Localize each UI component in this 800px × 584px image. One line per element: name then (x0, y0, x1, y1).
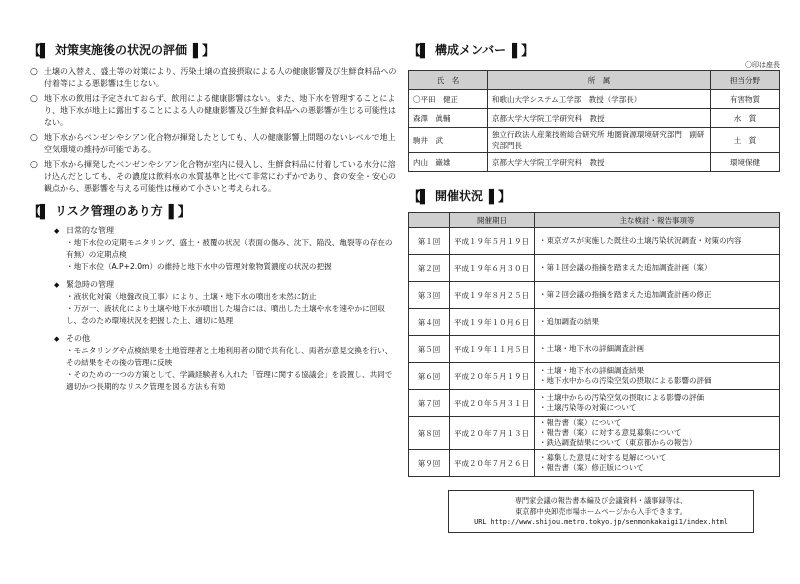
meeting-topic: ・土壌中からの汚染空気の摂取による影響の評価 (539, 393, 704, 402)
member-field: 土 質 (711, 128, 780, 153)
risk-block (54, 225, 398, 273)
heading-bracket-left (28, 201, 49, 220)
member-affiliation: 和歌山大学システム工学部 教授（学部長） (488, 90, 711, 109)
risk-title-text: その他 (66, 334, 90, 343)
schedule-row (409, 228, 780, 255)
meeting-date: 平成１９年６月３０日 (450, 255, 535, 282)
meeting-topics (535, 417, 780, 450)
right-column (408, 40, 780, 477)
evaluation-text: 地下水からベンゼンやシアン化合物が揮発したとしても、人の健康影響上問題のないレベルで地上空気環境の維持が可能である。 (44, 133, 396, 154)
meeting-topics (535, 255, 780, 282)
meeting-topics (535, 228, 780, 255)
meeting-date: 平成１９年５月１９日 (450, 228, 535, 255)
risk-title-text: 緊急時の管理 (66, 280, 114, 289)
url-label: URL (474, 518, 487, 526)
risk-title-text: 日常的な管理 (66, 226, 114, 235)
meeting-topic: ・報告書（案）修正版について (539, 463, 644, 472)
members-body (409, 90, 780, 172)
evaluation-item (28, 159, 398, 195)
meeting-number: 第３回 (409, 282, 450, 309)
diamond-bullet-icon: ◆ (54, 335, 60, 343)
member-row (409, 128, 780, 153)
evaluation-text: 地下水の飲用は予定されておらず、飲用による健康影響はない。また、地下水を管理することにより、地下水が地上に露出することによる人の健康影響及び生鮮食料品への悪影響が生じる可能性はない。 (44, 94, 396, 127)
member-field: 水 質 (711, 109, 780, 128)
schedule-table (408, 212, 780, 477)
meeting-topic: ・追加調査の結果 (539, 317, 599, 326)
heading-bracket-right (489, 186, 510, 205)
schedule-row (409, 336, 780, 363)
meeting-number: 第８回 (409, 417, 450, 450)
meeting-topic: ・土壌・地下水の詳細調査計画 (539, 344, 644, 353)
schedule-row (409, 417, 780, 450)
url-link[interactable]: http://www.shijou.metro.tokyo.jp/senmonkakaigi1/index.html (490, 518, 728, 526)
evaluation-text: 地下水から揮発したベンゼンやシアン化合物が室内に侵入し、生鮮食料品に付着している水分に溶け込んだとしても、その濃度は飲料水の水質基準と比べて非常にわずかであり、食の安全・安心の観点から、悪影響を与える可能性は極めて小さいと考えられる。 (44, 160, 396, 193)
meeting-topic: ・地下水中からの汚染空気の摂取による影響の評価 (539, 376, 712, 385)
schedule-column-header (409, 213, 450, 228)
member-field: 有害物質 (711, 90, 780, 109)
meeting-number: 第４回 (409, 309, 450, 336)
risk-item: ・地下水位（A.P+2.0m）の維持と地下水中の管理対象物質濃度の状況の把握 (66, 262, 332, 271)
schedule-body (409, 228, 780, 477)
member-row (409, 153, 780, 172)
meeting-number: 第９回 (409, 450, 450, 477)
meeting-topic: ・報告書（案）について (539, 418, 622, 427)
meeting-topic: ・第２回会議の指摘を踏まえた追加調査計画の修正 (539, 290, 712, 299)
risk-block-title (54, 333, 398, 345)
meeting-number: 第７回 (409, 390, 450, 417)
meeting-date: 平成２０年５月１９日 (450, 363, 535, 390)
member-name: 内山 巌雄 (409, 153, 488, 172)
meeting-date: 平成１９年８月２５日 (450, 282, 535, 309)
member-affiliation: 京都大学大学院工学研究科 教授 (488, 109, 711, 128)
meeting-number: 第６回 (409, 363, 450, 390)
url-line (455, 517, 747, 528)
url-notice-line1: 専門家会議の報告書本編及び会議資料・議事録等は、 (514, 496, 688, 505)
heading-bracket-left (408, 40, 429, 59)
schedule-row (409, 255, 780, 282)
meeting-topic: ・東京ガスが実施した既往の土壌汚染状況調査・対策の内容 (539, 236, 742, 245)
risk-item: ・万が一、液状化により土壌や地下水が噴出した場合には、噴出した土壌や水を速やかに回収し、念のため環境状況を把握した上、適切に処理 (66, 304, 385, 325)
risk-block-title (54, 225, 398, 237)
member-affiliation: 独立行政法人産業技術総合研究所 地圏資源環境研究部門 副研究部門長 (488, 128, 711, 153)
schedule-column-header: 開催期日 (450, 213, 535, 228)
schedule-row (409, 363, 780, 390)
meeting-topics (535, 309, 780, 336)
risk-block-title (54, 279, 398, 291)
diamond-bullet-icon: ◆ (54, 227, 60, 235)
schedule-heading: 【▌ 開催状況 ▌】 (408, 186, 780, 204)
evaluation-item (28, 132, 398, 156)
risk-item: ・そのための一つの方策として、学識経験者も入れた「管理に関する協議会」を設置し、共同で適切かつ長期的なリスク管理を図る方法も有効 (66, 370, 393, 391)
evaluation-item (28, 66, 398, 90)
circle-bullet-icon: ○ (30, 94, 38, 104)
meeting-number: 第１回 (409, 228, 450, 255)
member-name: 駒井 武 (409, 128, 488, 153)
schedule-row (409, 282, 780, 309)
risk-item: ・液状化対策（地盤改良工事）により、土壌・地下水の噴出を未然に防止 (66, 292, 317, 301)
member-affiliation: 京都大学大学院工学研究科 教授 (488, 153, 711, 172)
member-field: 環境保健 (711, 153, 780, 172)
heading-bracket-left (408, 186, 429, 205)
risk-item: ・地下水位の定期モニタリング、盛土・被覆の状況（表面の傷み、沈下、陥没、亀裂等の存在の有無）の定期点検 (66, 238, 393, 259)
heading-bracket-right (193, 40, 214, 59)
members-heading: 【▌ 構成メンバー ▌】 (408, 40, 780, 58)
schedule-row (409, 390, 780, 417)
diamond-bullet-icon: ◆ (54, 281, 60, 289)
evaluation-item (28, 93, 398, 129)
heading-bracket-left (28, 40, 49, 59)
risk-item: ・モニタリングや点検結果を土地管理者と土地利用者の間で共有化し、両者が意見交換を行い、その結果をその後の管理に反映 (66, 346, 393, 367)
meeting-topics (535, 390, 780, 417)
risk-block (54, 279, 398, 327)
circle-bullet-icon: ○ (30, 133, 38, 143)
meeting-date: 平成２０年７月２６日 (450, 450, 535, 477)
meeting-date: 平成２０年５月３１日 (450, 390, 535, 417)
members-header-row (409, 71, 780, 90)
member-row (409, 109, 780, 128)
member-row (409, 90, 780, 109)
url-notice-line2: 東京都中央卸売市場ホームページから入手できます。 (515, 507, 687, 516)
meeting-number: 第２回 (409, 255, 450, 282)
members-column-header: 所 属 (488, 71, 711, 90)
meeting-topics (535, 282, 780, 309)
members-column-header: 担当分野 (711, 71, 780, 90)
member-name: 〇平田 健正 (409, 90, 488, 109)
evaluation-text: 土壌の入替え、盛土等の対策により、汚染土壌の直接摂取による人の健康影響及び生鮮食料品への付着等による悪影響は生じない。 (44, 67, 397, 88)
meeting-topics (535, 363, 780, 390)
meeting-topic: ・鉄込調査結果について（東京都からの報告） (539, 438, 697, 447)
schedule-column-header: 主な検討・報告事項等 (535, 213, 780, 228)
meeting-topics (535, 450, 780, 477)
risk-list (28, 225, 398, 393)
member-name: 森澤 眞輔 (409, 109, 488, 128)
chair-note: 〇印は座長 (745, 61, 780, 69)
meeting-topic: ・土壌汚染等の対策について (539, 403, 637, 412)
risk-heading: 【▌ リスク管理のあり方 ▌】 (28, 201, 398, 219)
heading-bracket-right (169, 201, 190, 220)
meeting-topic: ・第１回会議の指摘を踏まえた追加調査計画（案） (539, 263, 712, 272)
meeting-topics (535, 336, 780, 363)
members-table (408, 70, 780, 172)
meeting-topic: ・土壌・地下水の詳細調査結果 (539, 366, 644, 375)
risk-block (54, 333, 398, 393)
left-column (28, 40, 398, 393)
meeting-date: 平成２０年７月１３日 (450, 417, 535, 450)
heading-bracket-right (512, 40, 533, 59)
circle-bullet-icon: ○ (30, 67, 38, 77)
schedule-row (409, 450, 780, 477)
meeting-topic: ・募集した意見に対する見解について (539, 453, 667, 462)
members-column-header: 氏 名 (409, 71, 488, 90)
circle-bullet-icon: ○ (30, 160, 38, 170)
schedule-header-row (409, 213, 780, 228)
url-notice-box (448, 490, 754, 533)
schedule-row (409, 309, 780, 336)
meeting-date: 平成１９年１１月５日 (450, 336, 535, 363)
meeting-date: 平成１９年１０月６日 (450, 309, 535, 336)
meeting-topic: ・報告書（案）に対する意見募集について (539, 428, 682, 437)
evaluation-heading: 【▌ 対策実施後の状況の評価 ▌】 (28, 40, 398, 58)
evaluation-list (28, 66, 398, 195)
meeting-number: 第５回 (409, 336, 450, 363)
